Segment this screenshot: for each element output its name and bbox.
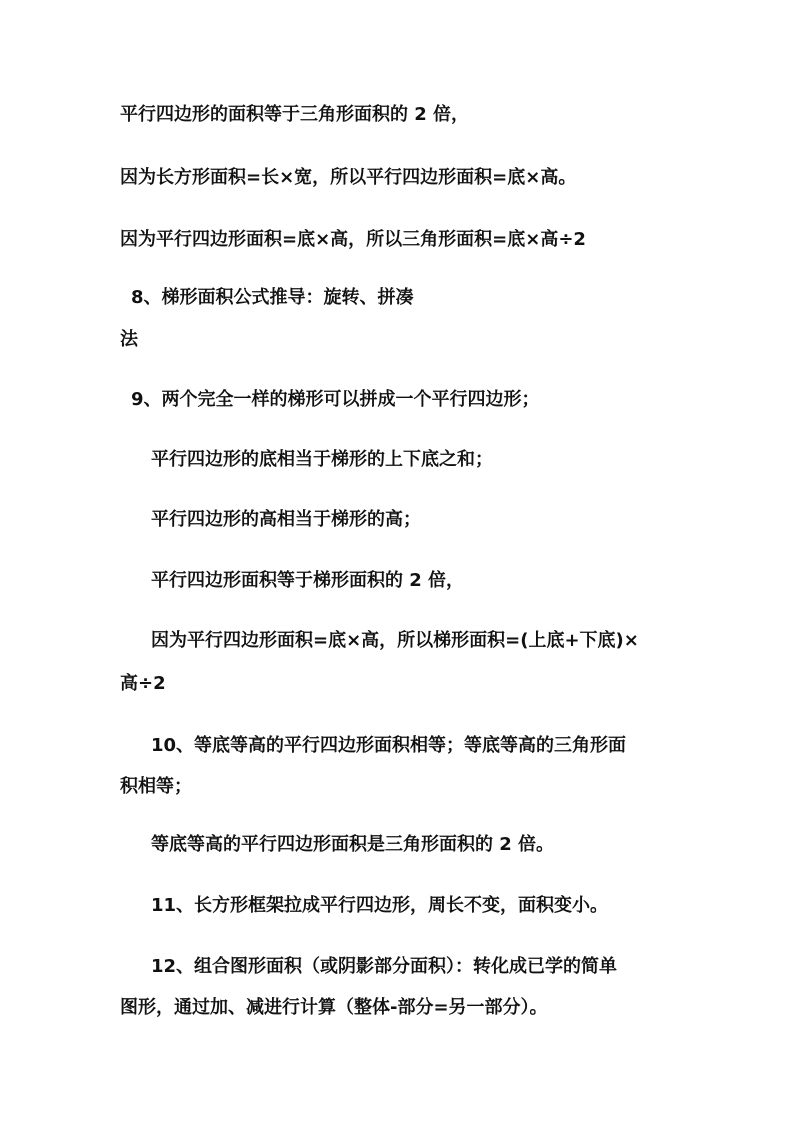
- text-line-item-9-two-trapezoids: 9、两个完全一样的梯形可以拼成一个平行四边形；: [131, 389, 540, 410]
- text-line-height-equals: 平行四边形的高相当于梯形的高；: [151, 509, 421, 530]
- text-line-area-twice-trapezoid: 平行四边形面积等于梯形面积的 2 倍，: [151, 570, 465, 591]
- text-line-parallelogram-twice-triangle-2: 等底等高的平行四边形面积是三角形面积的 2 倍。: [151, 834, 555, 855]
- text-line-item-8-continuation: 法: [120, 329, 138, 350]
- text-line-triangle-area-derivation: 因为平行四边形面积=底×高，所以三角形面积=底×高÷2: [120, 229, 586, 250]
- text-line-rectangle-area-derivation: 因为长方形面积=长×宽，所以平行四边形面积=底×高。: [120, 167, 577, 188]
- text-line-trapezoid-area-formula: 因为平行四边形面积=底×高，所以梯形面积=(上底+下底)×: [151, 630, 639, 651]
- text-line-item-8-trapezoid-formula: 8、梯形面积公式推导：旋转、拼凑: [131, 287, 414, 308]
- text-line-item-12-continuation: 图形，通过加、减进行计算（整体-部分=另一部分）。: [120, 997, 548, 1018]
- text-line-trapezoid-formula-continuation: 高÷2: [120, 673, 166, 694]
- text-line-item-12-composite-area: 12、组合图形面积（或阴影部分面积）：转化成已学的简单: [151, 956, 618, 977]
- text-line-item-10-equal-base-height: 10、等底等高的平行四边形面积相等；等底等高的三角形面: [151, 735, 627, 756]
- text-line-item-10-continuation: 积相等；: [120, 776, 192, 797]
- text-line-base-equals-sum: 平行四边形的底相当于梯形的上下底之和；: [151, 449, 493, 470]
- text-line-parallelogram-twice-triangle: 平行四边形的面积等于三角形面积的 2 倍，: [120, 104, 470, 125]
- text-line-item-11-rectangle-frame: 11、长方形框架拉成平行四边形，周长不变，面积变小。: [151, 895, 609, 916]
